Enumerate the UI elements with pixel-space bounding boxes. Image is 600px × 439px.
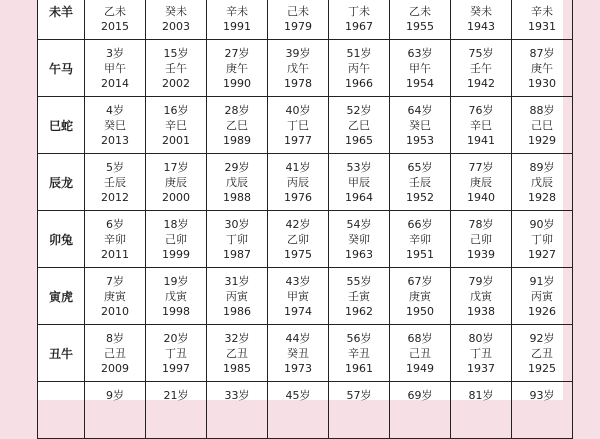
cell-ganzhi: 癸未	[165, 4, 187, 18]
cell-age: 19岁	[163, 274, 189, 288]
year-cell	[390, 268, 451, 325]
year-cell	[512, 268, 573, 325]
cell-age: 17岁	[163, 160, 189, 174]
cell-ganzhi: 戊寅	[470, 289, 492, 303]
year-cell	[390, 382, 451, 439]
cell-year: 1966	[345, 76, 373, 90]
cell-ganzhi: 辛未	[531, 4, 553, 18]
cell-ganzhi: 乙卯	[287, 232, 309, 246]
cell-age: 63岁	[407, 46, 433, 60]
cell-ganzhi: 乙丑	[531, 346, 553, 360]
cell-age: 20岁	[163, 331, 189, 345]
cell-age: 75岁	[468, 46, 494, 60]
cell-age: 57岁	[346, 388, 372, 402]
year-cell	[451, 0, 512, 40]
cell-ganzhi: 壬寅	[348, 289, 370, 303]
year-cell	[207, 325, 268, 382]
cell-year: 2000	[162, 190, 190, 204]
cell-year	[329, 418, 389, 433]
year-cell	[85, 325, 146, 382]
cell-year: 1962	[345, 304, 373, 318]
cell-age: 39岁	[285, 46, 311, 60]
cell-ganzhi: 庚寅	[409, 289, 431, 303]
cell-age: 87岁	[529, 46, 555, 60]
cell-year: 1937	[467, 361, 495, 375]
cell-ganzhi: 己卯	[470, 232, 492, 246]
cell-ganzhi: 辛卯	[409, 232, 431, 246]
cell-age: 42岁	[285, 217, 311, 231]
year-cell	[268, 382, 329, 439]
cell-year: 1976	[284, 190, 312, 204]
cell-ganzhi: 丁卯	[226, 232, 248, 246]
cell-age: 69岁	[407, 388, 433, 402]
table-row	[38, 0, 573, 40]
cell-year: 1942	[467, 76, 495, 90]
year-cell	[207, 154, 268, 211]
cell-year: 1963	[345, 247, 373, 261]
year-cell	[268, 268, 329, 325]
cell-ganzhi: 甲午	[104, 61, 126, 75]
year-cell	[207, 40, 268, 97]
year-cell	[451, 211, 512, 268]
cell-age: 91岁	[529, 274, 555, 288]
cell-age: 68岁	[407, 331, 433, 345]
cell-year	[207, 418, 267, 433]
cell-age: 8岁	[106, 331, 124, 345]
cell-year	[512, 418, 572, 433]
cell-year: 1975	[284, 247, 312, 261]
table-row	[38, 325, 573, 382]
cell-ganzhi	[85, 403, 145, 418]
cell-ganzhi: 庚午	[226, 61, 248, 75]
cell-year: 1989	[223, 133, 251, 147]
cell-age: 66岁	[407, 217, 433, 231]
year-cell	[146, 40, 207, 97]
cell-ganzhi	[268, 403, 328, 418]
cell-age: 51岁	[346, 46, 372, 60]
cell-year	[390, 418, 450, 433]
year-cell	[390, 325, 451, 382]
cell-ganzhi: 癸未	[470, 4, 492, 18]
year-cell	[329, 40, 390, 97]
cell-year: 1927	[528, 247, 556, 261]
cell-year: 1974	[284, 304, 312, 318]
cell-ganzhi: 甲辰	[348, 175, 370, 189]
cell-year: 1991	[223, 19, 251, 33]
year-cell	[146, 382, 207, 439]
zodiac-label: 卯兔	[38, 211, 85, 268]
cell-ganzhi: 癸巳	[409, 118, 431, 132]
cell-year: 1978	[284, 76, 312, 90]
cell-year: 1965	[345, 133, 373, 147]
cell-ganzhi	[207, 403, 267, 418]
cell-year: 1926	[528, 304, 556, 318]
year-cell	[85, 268, 146, 325]
cell-ganzhi: 庚午	[531, 61, 553, 75]
table-row	[38, 268, 573, 325]
year-cell	[390, 97, 451, 154]
cell-age: 80岁	[468, 331, 494, 345]
year-cell	[451, 154, 512, 211]
year-cell	[85, 97, 146, 154]
cell-age: 41岁	[285, 160, 311, 174]
cell-age: 55岁	[346, 274, 372, 288]
zodiac-label: 辰龙	[38, 154, 85, 211]
year-cell	[146, 97, 207, 154]
zodiac-label: 巳蛇	[38, 97, 85, 154]
year-cell	[85, 154, 146, 211]
year-cell	[329, 325, 390, 382]
cell-year: 2015	[101, 19, 129, 33]
year-cell	[268, 154, 329, 211]
year-cell	[268, 325, 329, 382]
cell-year	[451, 418, 511, 433]
cell-age: 3岁	[106, 46, 124, 60]
cell-year: 1990	[223, 76, 251, 90]
year-cell	[268, 97, 329, 154]
cell-age: 88岁	[529, 103, 555, 117]
cell-age: 79岁	[468, 274, 494, 288]
cell-ganzhi: 壬辰	[104, 175, 126, 189]
cell-ganzhi: 壬午	[470, 61, 492, 75]
cell-year: 2014	[101, 76, 129, 90]
year-cell	[512, 154, 573, 211]
cell-ganzhi: 庚辰	[165, 175, 187, 189]
year-cell	[512, 40, 573, 97]
cell-ganzhi: 己卯	[165, 232, 187, 246]
cell-ganzhi: 戊辰	[531, 175, 553, 189]
table-row	[38, 97, 573, 154]
cell-year: 1973	[284, 361, 312, 375]
cell-age: 89岁	[529, 160, 555, 174]
cell-year: 2010	[101, 304, 129, 318]
cell-age: 81岁	[468, 388, 494, 402]
cell-ganzhi: 戊寅	[165, 289, 187, 303]
year-cell	[146, 325, 207, 382]
cell-ganzhi: 辛丑	[348, 346, 370, 360]
year-cell	[329, 154, 390, 211]
cell-ganzhi: 乙未	[409, 4, 431, 18]
cell-year: 1967	[345, 19, 373, 33]
cell-age: 56岁	[346, 331, 372, 345]
cell-year: 1988	[223, 190, 251, 204]
cell-age: 18岁	[163, 217, 189, 231]
cell-age: 52岁	[346, 103, 372, 117]
cell-year: 2011	[101, 247, 129, 261]
cell-ganzhi: 癸巳	[104, 118, 126, 132]
cell-year: 1952	[406, 190, 434, 204]
year-cell	[512, 325, 573, 382]
cell-year: 2001	[162, 133, 190, 147]
year-cell	[390, 40, 451, 97]
cell-ganzhi: 癸卯	[348, 232, 370, 246]
cell-year: 1940	[467, 190, 495, 204]
year-cell	[146, 211, 207, 268]
cell-year: 1999	[162, 247, 190, 261]
cell-age: 15岁	[163, 46, 189, 60]
year-cell	[268, 0, 329, 40]
cell-year: 1930	[528, 76, 556, 90]
cell-age: 78岁	[468, 217, 494, 231]
year-cell	[268, 211, 329, 268]
cell-year: 1985	[223, 361, 251, 375]
zodiac-label: 寅虎	[38, 268, 85, 325]
cell-age: 9岁	[106, 388, 124, 402]
cell-age: 76岁	[468, 103, 494, 117]
zodiac-age-table	[37, 0, 573, 439]
cell-ganzhi: 丙寅	[531, 289, 553, 303]
cell-ganzhi: 己巳	[531, 118, 553, 132]
cell-year: 2012	[101, 190, 129, 204]
cell-age: 43岁	[285, 274, 311, 288]
cell-age: 64岁	[407, 103, 433, 117]
year-cell	[512, 0, 573, 40]
year-cell	[512, 97, 573, 154]
cell-age: 16岁	[163, 103, 189, 117]
table-row	[38, 382, 573, 439]
cell-year: 1928	[528, 190, 556, 204]
zodiac-label	[38, 382, 85, 439]
cell-ganzhi: 己丑	[104, 346, 126, 360]
cell-ganzhi	[390, 403, 450, 418]
cell-ganzhi: 壬午	[165, 61, 187, 75]
cell-age: 53岁	[346, 160, 372, 174]
cell-age: 77岁	[468, 160, 494, 174]
cell-ganzhi: 丙辰	[287, 175, 309, 189]
cell-age: 31岁	[224, 274, 250, 288]
year-cell	[512, 382, 573, 439]
cell-year: 1938	[467, 304, 495, 318]
year-cell	[146, 0, 207, 40]
cell-age: 92岁	[529, 331, 555, 345]
year-cell	[207, 0, 268, 40]
cell-ganzhi: 甲午	[409, 61, 431, 75]
cell-year: 1986	[223, 304, 251, 318]
cell-ganzhi: 辛卯	[104, 232, 126, 246]
cell-year: 1939	[467, 247, 495, 261]
cell-year: 1997	[162, 361, 190, 375]
cell-year: 1979	[284, 19, 312, 33]
cell-age: 30岁	[224, 217, 250, 231]
year-cell	[329, 382, 390, 439]
cell-year: 1941	[467, 133, 495, 147]
year-cell	[390, 211, 451, 268]
cell-ganzhi	[451, 403, 511, 418]
cell-ganzhi: 壬辰	[409, 175, 431, 189]
cell-year: 1943	[467, 19, 495, 33]
cell-year: 2003	[162, 19, 190, 33]
cell-ganzhi	[512, 403, 572, 418]
cell-ganzhi: 丁丑	[165, 346, 187, 360]
year-cell	[451, 382, 512, 439]
cell-year	[268, 418, 328, 433]
cell-ganzhi: 丁丑	[470, 346, 492, 360]
cell-ganzhi: 乙未	[104, 4, 126, 18]
cell-year: 1998	[162, 304, 190, 318]
cell-year: 2009	[101, 361, 129, 375]
cell-year: 2013	[101, 133, 129, 147]
table-row	[38, 40, 573, 97]
cell-year: 1955	[406, 19, 434, 33]
cell-ganzhi: 己未	[287, 4, 309, 18]
cell-age: 32岁	[224, 331, 250, 345]
cell-ganzhi: 丙午	[348, 61, 370, 75]
table-row	[38, 211, 573, 268]
cell-age: 6岁	[106, 217, 124, 231]
cell-ganzhi: 癸丑	[287, 346, 309, 360]
year-cell	[268, 40, 329, 97]
cell-age: 5岁	[106, 160, 124, 174]
cell-ganzhi: 丁卯	[531, 232, 553, 246]
year-cell	[329, 211, 390, 268]
cell-ganzhi: 己丑	[409, 346, 431, 360]
cell-year: 1987	[223, 247, 251, 261]
cell-year	[146, 418, 206, 433]
cell-ganzhi: 乙巳	[348, 118, 370, 132]
cell-age: 40岁	[285, 103, 311, 117]
cell-year: 1929	[528, 133, 556, 147]
cell-year: 1961	[345, 361, 373, 375]
year-cell	[329, 268, 390, 325]
year-cell	[451, 97, 512, 154]
cell-age: 44岁	[285, 331, 311, 345]
year-cell	[451, 325, 512, 382]
cell-age: 4岁	[106, 103, 124, 117]
cell-year	[85, 418, 145, 433]
year-cell	[85, 211, 146, 268]
cell-age: 33岁	[224, 388, 250, 402]
cell-year: 1949	[406, 361, 434, 375]
cell-age: 54岁	[346, 217, 372, 231]
cell-year: 1931	[528, 19, 556, 33]
cell-ganzhi: 辛未	[226, 4, 248, 18]
cell-ganzhi: 戊辰	[226, 175, 248, 189]
year-cell	[146, 154, 207, 211]
cell-ganzhi: 甲寅	[287, 289, 309, 303]
year-cell	[207, 97, 268, 154]
zodiac-label: 丑牛	[38, 325, 85, 382]
table-row	[38, 154, 573, 211]
year-cell	[329, 0, 390, 40]
cell-year: 1964	[345, 190, 373, 204]
year-cell	[451, 40, 512, 97]
year-cell	[451, 268, 512, 325]
cell-ganzhi: 丁巳	[287, 118, 309, 132]
cell-age: 93岁	[529, 388, 555, 402]
cell-age: 29岁	[224, 160, 250, 174]
year-cell	[85, 382, 146, 439]
cell-year: 1925	[528, 361, 556, 375]
cell-age: 67岁	[407, 274, 433, 288]
cell-year: 1977	[284, 133, 312, 147]
year-cell	[207, 211, 268, 268]
year-cell	[207, 268, 268, 325]
year-cell	[390, 0, 451, 40]
cell-ganzhi: 乙巳	[226, 118, 248, 132]
year-cell	[85, 0, 146, 40]
cell-age: 28岁	[224, 103, 250, 117]
cell-age: 45岁	[285, 388, 311, 402]
cell-ganzhi	[329, 403, 389, 418]
cell-age: 21岁	[163, 388, 189, 402]
cell-ganzhi: 辛巳	[165, 118, 187, 132]
year-cell	[146, 268, 207, 325]
year-cell	[329, 97, 390, 154]
cell-year: 2002	[162, 76, 190, 90]
cell-ganzhi: 庚辰	[470, 175, 492, 189]
zodiac-label: 未羊	[38, 0, 85, 40]
cell-age: 27岁	[224, 46, 250, 60]
cell-year: 1953	[406, 133, 434, 147]
year-cell	[390, 154, 451, 211]
zodiac-label: 午马	[38, 40, 85, 97]
cell-year: 1954	[406, 76, 434, 90]
year-cell	[207, 382, 268, 439]
cell-ganzhi: 乙丑	[226, 346, 248, 360]
year-cell	[512, 211, 573, 268]
cell-year: 1951	[406, 247, 434, 261]
year-cell	[85, 40, 146, 97]
cell-age: 90岁	[529, 217, 555, 231]
cell-ganzhi: 庚寅	[104, 289, 126, 303]
cell-ganzhi	[146, 403, 206, 418]
cell-ganzhi: 辛巳	[470, 118, 492, 132]
cell-ganzhi: 丁未	[348, 4, 370, 18]
cell-age: 65岁	[407, 160, 433, 174]
cell-ganzhi: 戊午	[287, 61, 309, 75]
cell-age: 7岁	[106, 274, 124, 288]
cell-year: 1950	[406, 304, 434, 318]
cell-ganzhi: 丙寅	[226, 289, 248, 303]
